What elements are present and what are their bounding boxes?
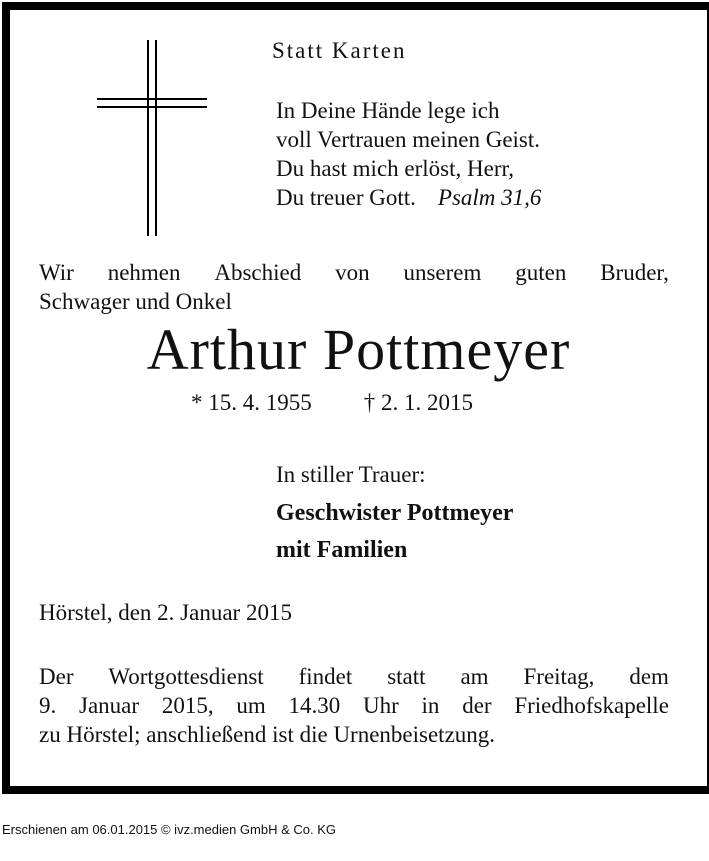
mourners-name: Geschwister Pottmeyer: [276, 500, 514, 526]
intro-word: Abschied: [214, 260, 302, 285]
birth-date: * 15. 4. 1955: [191, 390, 312, 415]
service-line: zu Hörstel; anschließend ist die Urnenbeisetzung.: [39, 722, 496, 747]
verse-line: Du hast mich erlöst, Herr,: [276, 156, 514, 181]
intro-word: unserem: [403, 260, 482, 285]
intro-line-justified: [39, 258, 669, 287]
verse-line: In Deine Hände lege ich: [276, 98, 500, 123]
intro-word: guten: [515, 260, 567, 285]
service-line-justified: [39, 662, 669, 691]
service-line-justified: [39, 691, 669, 720]
cross-vertical-line: [155, 40, 157, 236]
intro-word: Bruder,: [600, 260, 669, 285]
notice-heading: Statt Karten: [272, 38, 407, 63]
death-date: † 2. 1. 2015: [363, 390, 473, 415]
mourners-label: In stiller Trauer:: [276, 462, 426, 487]
mourners-name: mit Familien: [276, 537, 408, 563]
service-word: dem: [629, 664, 669, 689]
service-word: Januar: [79, 693, 140, 718]
service-word: um: [236, 693, 266, 718]
service-info: [39, 662, 669, 749]
service-word: am: [460, 664, 489, 689]
service-word: Uhr: [363, 693, 399, 718]
verse-line: voll Vertrauen meinen Geist.: [276, 127, 541, 152]
service-word: 14.30: [288, 693, 341, 718]
verse-line-with-reference: [276, 183, 541, 212]
intro-line: Schwager und Onkel: [39, 289, 232, 314]
cross-horizontal-line: [97, 106, 207, 108]
verse-line: Du treuer Gott.: [276, 185, 416, 210]
service-word: Freitag,: [523, 664, 595, 689]
service-word: 9.: [39, 693, 57, 718]
verse-reference: Psalm 31,6: [437, 185, 542, 210]
service-word: in: [421, 693, 440, 718]
service-word: findet: [298, 664, 353, 689]
service-word: Friedhofskapelle: [514, 693, 669, 718]
intro-text: [39, 258, 669, 316]
cross-horizontal-line: [97, 98, 207, 100]
service-word: Der: [39, 664, 74, 689]
obituary-notice: [2, 2, 709, 794]
publication-footer: Erschienen am 06.01.2015 © ivz.medien GmbH & Co. KG: [2, 822, 337, 837]
deceased-name: Arthur Pottmeyer: [146, 317, 571, 382]
service-word: statt: [387, 664, 426, 689]
service-word: der: [462, 693, 492, 718]
service-word: Wortgottesdienst: [108, 664, 264, 689]
intro-word: von: [335, 260, 370, 285]
service-word: 2015,: [161, 693, 214, 718]
cross-vertical-line: [147, 40, 149, 236]
life-dates: [191, 390, 473, 416]
place-and-date: Hörstel, den 2. Januar 2015: [39, 600, 292, 625]
intro-word: nehmen: [107, 260, 181, 285]
intro-word: Wir: [39, 260, 74, 285]
